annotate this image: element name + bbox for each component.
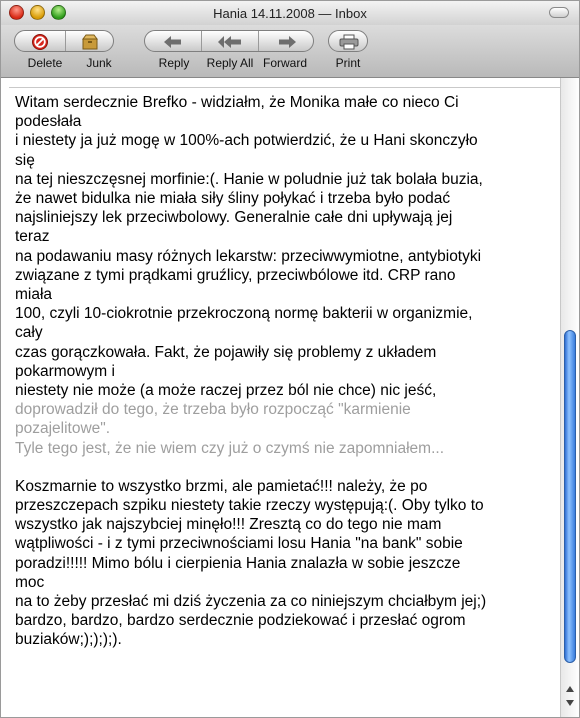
delete-label: Delete: [27, 56, 63, 70]
junk-button[interactable]: [75, 35, 105, 49]
vertical-scrollbar[interactable]: [560, 78, 579, 717]
junk-label: Junk: [86, 56, 112, 70]
forward-icon: [276, 35, 298, 49]
scroll-up-icon[interactable]: [566, 685, 574, 693]
print-label: Print: [335, 56, 361, 70]
forward-label: Forward: [262, 56, 307, 70]
message-paragraph-2: Koszmarnie to wszystko brzmi, ale pamietać!!! należy, że po przeszczepach szpiku niestety takie rzeczy występują:(. Oby tylko to wszystko jak najszybciej minęło!!! Zresztą co do tego nie mam wątpliwości - i z tymi przeciwnościami losu Hania "na bank" sobie poradzi!!!!! Mimo bólu i cierpienia Hania znalazła w sobie jeszcze moc na to żeby przesłać mi dziś życzenia za co niniejszym chciałbym jej;) bardzo, bardzo, bardzo serdecznie podziekować i przesłać ogrom buziaków;);););).: [15, 477, 487, 649]
forward-button[interactable]: [272, 35, 302, 49]
scrollbar-thumb[interactable]: [564, 330, 576, 663]
message-paragraph-1: Witam serdecznie Brefko - widziałm, że Monika małe co nieco Ci podesłała i niestety ja już mogę w 100%-ach potwierdzić, że u Hani skonczyło się na tej nieszczęsnej morfinie:(. Hanie w poludnie już tak bolała buzia, że nawet bidulka nie miała siły śliny połykać i trzeba było podać najsliniejszy lek przeciwbolowy. Generalnie całe dni upływają jej teraz na podawaniu masy różnych lekarstw: przeciwwymiotne, antybiotyki związane z tymi prądkami gruźlicy, przeciwbólowe itd. CRP rano miała 100, czyli 10-ciokrotnie przekroczoną normę bakterii w organizmie, cały czas gorączkowała. Fakt, że pojawiły się problemy z układem pokarmowym i niestety nie może (a może raczej przez ból nie chce) nic jeść,: [15, 94, 483, 400]
junk-icon: [80, 33, 100, 51]
header-divider: [9, 87, 561, 88]
title-bar[interactable]: [1, 1, 579, 25]
reply-all-icon: [217, 35, 243, 49]
delete-junk-group: [14, 30, 114, 52]
message-body[interactable]: [1, 78, 561, 717]
toolbar-toggle-button[interactable]: [549, 7, 569, 18]
delete-icon: [31, 33, 49, 51]
reply-all-button[interactable]: [215, 35, 245, 49]
reply-label: Reply: [158, 56, 190, 70]
reply-button[interactable]: [158, 35, 188, 49]
scroll-down-icon[interactable]: [566, 699, 574, 707]
reply-group: [144, 30, 314, 52]
reply-icon: [162, 35, 184, 49]
toolbar: [1, 25, 579, 78]
message-text: [15, 93, 555, 650]
message-paragraph-1-quoted: doprowadził do tego, że trzeba było rozpocząć "karmienie pozajelitowe". Tyle tego jest, że nie wiem czy już o czymś nie zapomniałem...: [15, 401, 444, 457]
delete-button[interactable]: [25, 35, 55, 49]
print-icon: [338, 34, 360, 50]
print-button[interactable]: [328, 30, 368, 52]
window-title: Hania 14.11.2008 — Inbox: [213, 6, 367, 21]
reply-all-label: Reply All: [206, 56, 254, 70]
